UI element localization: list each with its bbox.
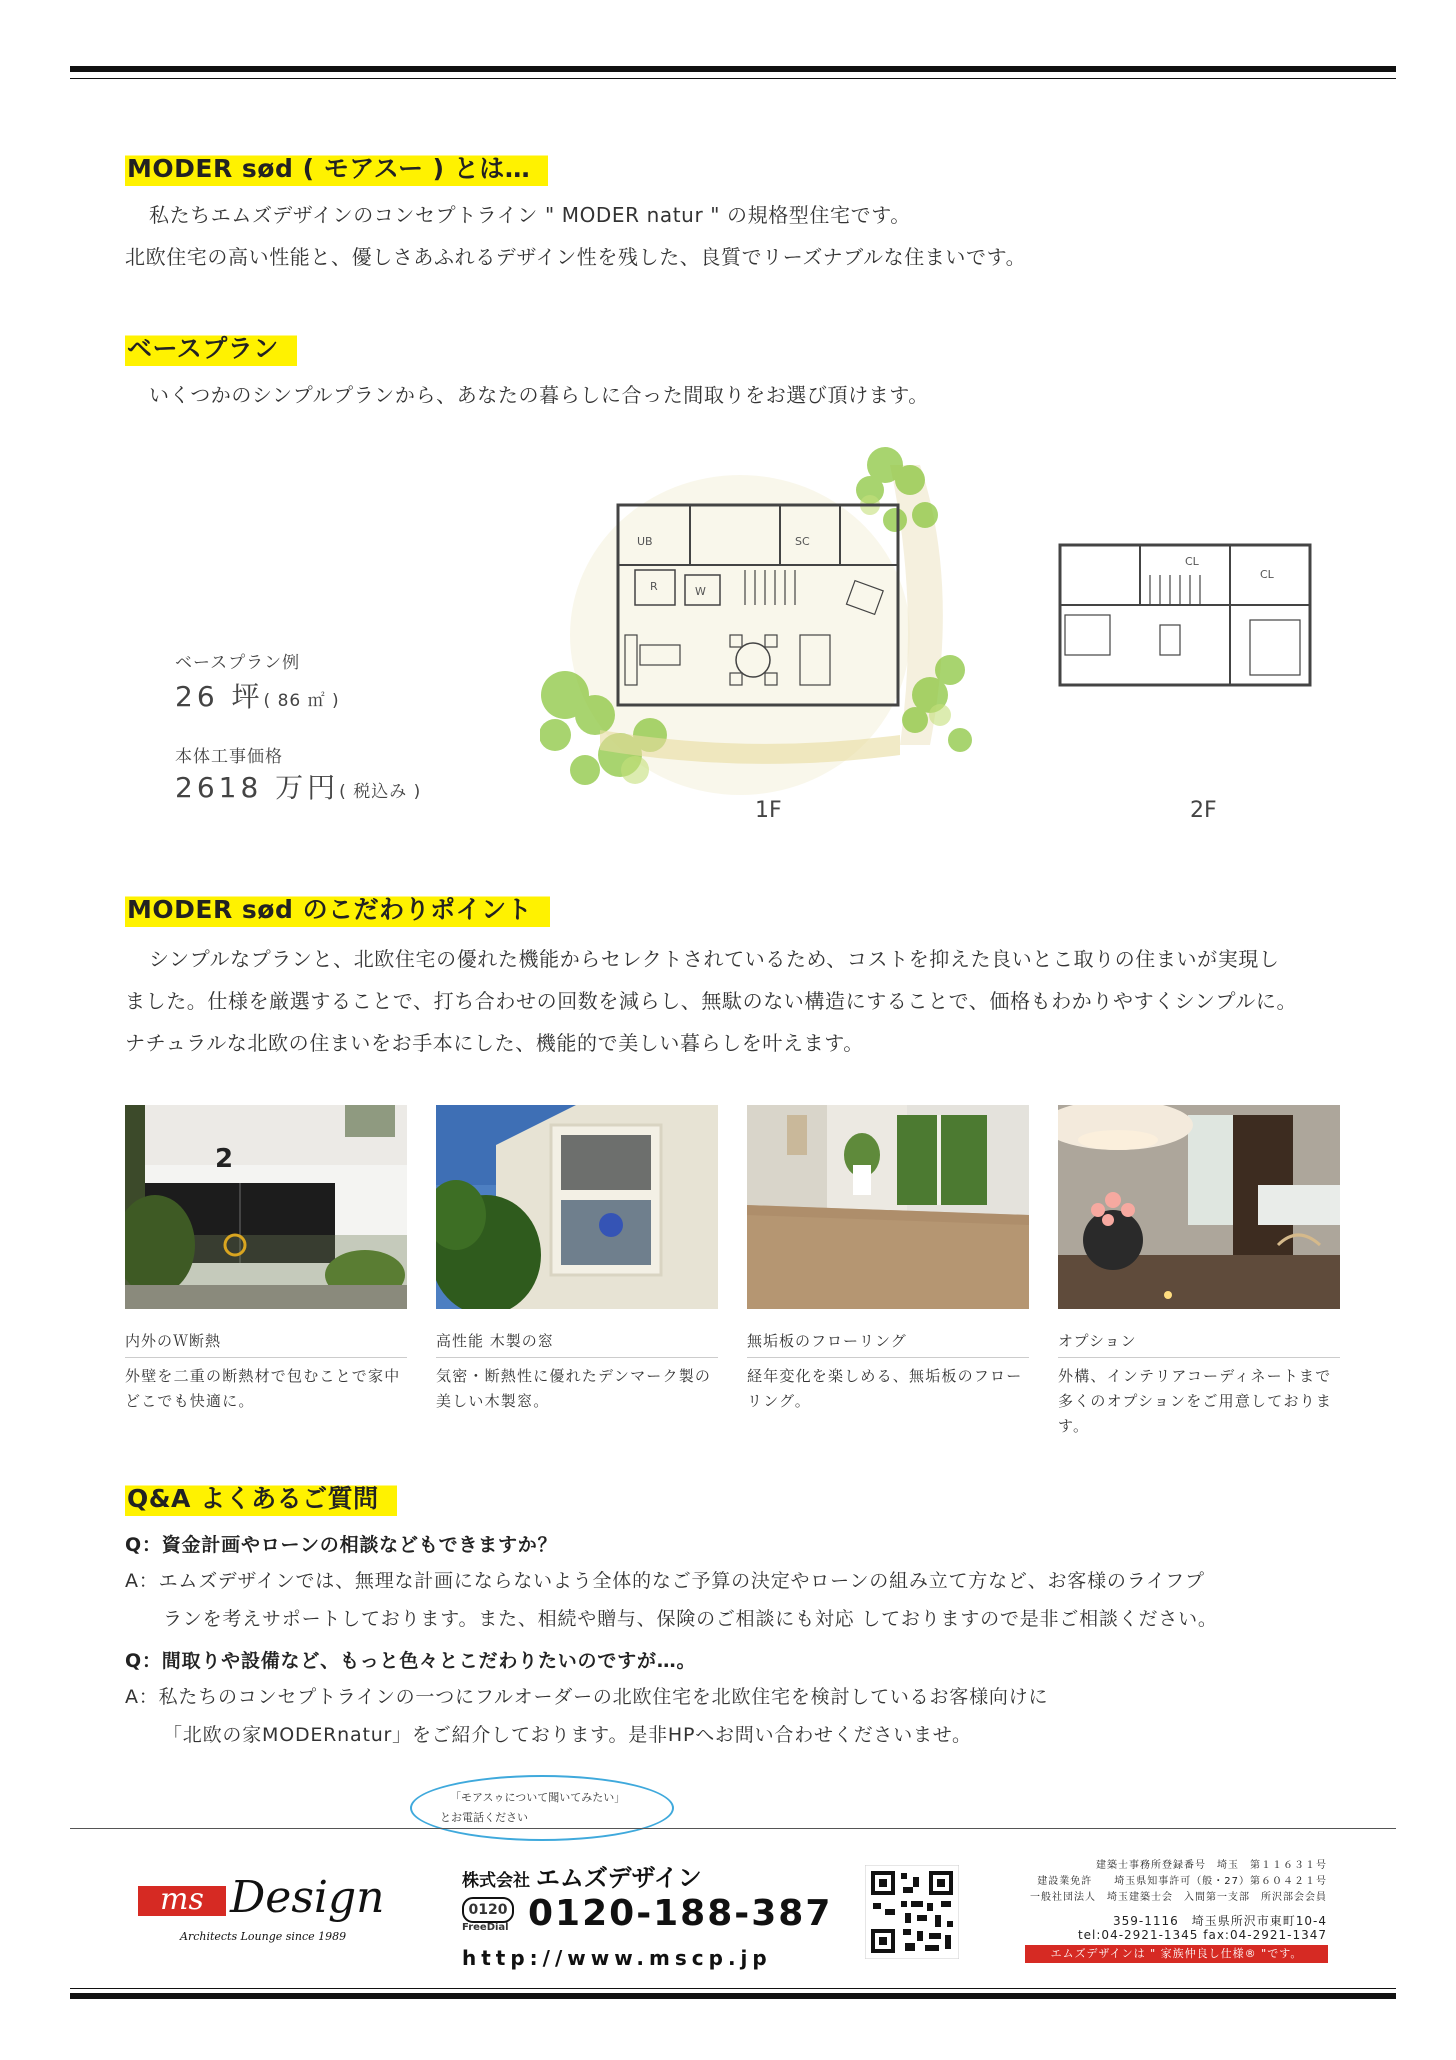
call-bubble	[410, 1775, 674, 1841]
price	[175, 766, 421, 806]
feature-desc-4: 外構、インテリアコーディネートまで多くのオプションをご用意しております。	[1058, 1367, 1333, 1435]
bottom-rule-thick	[70, 1993, 1396, 1999]
answer-1-line-1: A：エムズデザインでは、無理な計画にならないよう全体的なご予算の決定やローンの組み立て方など、お客様のライフプ	[125, 1570, 1205, 1592]
reg-line-1: 建築士事務所登録番号 埼玉 第１１６３１号	[1096, 1860, 1327, 1871]
reg-line-3: 一般社団法人 埼玉建築士会 入間第一支部 所沢部会会員	[1030, 1892, 1327, 1903]
floor-label-1f: 1F	[755, 798, 782, 823]
plan-size-note: ( 86 ㎡ )	[263, 691, 340, 711]
price-label: 本体工事価格	[175, 747, 283, 767]
section3-line-3: ナチュラルな北欧の住まいをお手本にした、機能的で美しい暮らしを叶えます。	[125, 1031, 864, 1055]
website-url[interactable]: http://www.mscp.jp	[462, 1946, 772, 1970]
feature-desc-3: 経年変化を楽しめる、無垢板のフローリング。	[747, 1367, 1023, 1410]
phone-number[interactable]: 0120-188-387	[528, 1893, 833, 1934]
photo-wooden-window	[436, 1105, 718, 1309]
plan-size	[175, 675, 340, 715]
company-logo	[138, 1872, 398, 1950]
feature-title-4: オプション	[1058, 1330, 1340, 1358]
company-prefix: 株式会社	[462, 1871, 530, 1891]
plan-size-value: 26 坪	[175, 680, 264, 713]
section1-heading: MODER sød ( モアスー ) とは…	[125, 152, 548, 186]
section2-heading: ベースプラン	[125, 332, 297, 366]
bubble-line-2: とお電話ください	[440, 1811, 528, 1824]
room-label-cl-2: CL	[1260, 568, 1274, 581]
top-rule-thin	[70, 78, 1396, 79]
question-1: Q：資金計画やローンの相談などもできますか？	[125, 1534, 558, 1556]
logo-ms: ms	[160, 1882, 204, 1917]
feature-desc-2: 気密・断熱性に優れたデンマーク製の美しい木製窓。	[436, 1367, 712, 1410]
room-label-ub: UB	[637, 535, 653, 548]
logo-design: Design	[230, 1872, 385, 1923]
bottom-rule-thin	[70, 1988, 1396, 1989]
section1-line-1: 私たちエムズデザインのコンセプトライン " MODER natur " の規格型住宅です。	[149, 203, 911, 227]
section3-line-2: ました。仕様を厳選することで、打ち合わせの回数を減らし、無駄のない構造にすることで、価格もわかりやすくシンプルに。	[125, 989, 1298, 1013]
contact-tel-fax: tel:04-2921-1345 fax:04-2921-1347	[1077, 1928, 1327, 1942]
feature-title-3: 無垢板のフローリング	[747, 1330, 1029, 1358]
freedial-icon: 0120 FreeDial	[462, 1897, 514, 1935]
room-label-r: R	[650, 580, 658, 593]
top-rule-thick	[70, 66, 1396, 72]
section1-line-2: 北欧住宅の高い性能と、優しさあふれるデザイン性を残した、良質でリーズナブルな住まいです。	[125, 245, 1027, 269]
company-name	[462, 1858, 702, 1893]
answer-1-line-2: ランを考えサポートしております。また、相続や贈与、保険のご相談にも対応 しておりますので是非ご相談ください。	[163, 1608, 1218, 1630]
photo-options	[1058, 1105, 1340, 1309]
feature-title-2: 高性能 木製の窓	[436, 1330, 718, 1358]
feature-title-1: 内外のＷ断熱	[125, 1330, 407, 1358]
answer-2-line-2: 「北欧の家MODERnatur」をご紹介しております。是非HPへお問い合わせくださいませ。	[163, 1724, 972, 1746]
feature-desc-1: 外壁を二重の断熱材で包むことで家中どこでも快適に。	[125, 1367, 401, 1410]
price-value: 2618 万円	[175, 771, 340, 804]
answer-2-line-1: A：私たちのコンセプトラインの一つにフルオーダーの北欧住宅を北欧住宅を検討しているお客様向けに	[125, 1686, 1049, 1708]
room-label-sc: SC	[795, 535, 810, 548]
floor-plan-illustration	[540, 445, 1370, 825]
floor-label-2f: 2F	[1190, 798, 1217, 823]
address: 359-1116 埼玉県所沢市東町10-4	[1112, 1914, 1327, 1928]
section3-line-1: シンプルなプランと、北欧住宅の優れた機能からセレクトされているため、コストを抑えた良いとこ取りの住まいが実現し	[149, 947, 1280, 971]
house-number-sign: 2	[215, 1144, 234, 1174]
tagline-banner: エムズデザインは " 家族仲良し仕様® "です。	[1025, 1945, 1328, 1963]
section2-line: いくつかのシンプルプランから、あなたの暮らしに合った間取りをお選び頂けます。	[149, 383, 929, 407]
plan-label: ベースプラン例	[175, 653, 301, 673]
photo-double-insulation	[125, 1105, 407, 1309]
photo-solid-wood-floor	[747, 1105, 1029, 1309]
logo-sub: Architects Lounge since 1989	[180, 1930, 347, 1943]
bubble-line-1: 「モアスゥについて聞いてみたい」	[450, 1791, 626, 1804]
room-label-w: W	[695, 585, 706, 598]
qa-heading: Q&A よくあるご質問	[125, 1482, 397, 1516]
room-label-cl-1: CL	[1185, 555, 1199, 568]
price-note: ( 税込み )	[339, 782, 422, 802]
company-name-main: エムズデザイン	[535, 1864, 702, 1892]
qr-code[interactable]	[865, 1865, 959, 1959]
reg-line-2: 建設業免許 埼玉県知事許可（般・27）第６０４２１号	[1037, 1876, 1327, 1887]
section3-heading: MODER sød のこだわりポイント	[125, 893, 550, 927]
question-2: Q：間取りや設備など、もっと色々とこだわりたいのですが…。	[125, 1650, 697, 1672]
footer-rule	[70, 1828, 1396, 1829]
